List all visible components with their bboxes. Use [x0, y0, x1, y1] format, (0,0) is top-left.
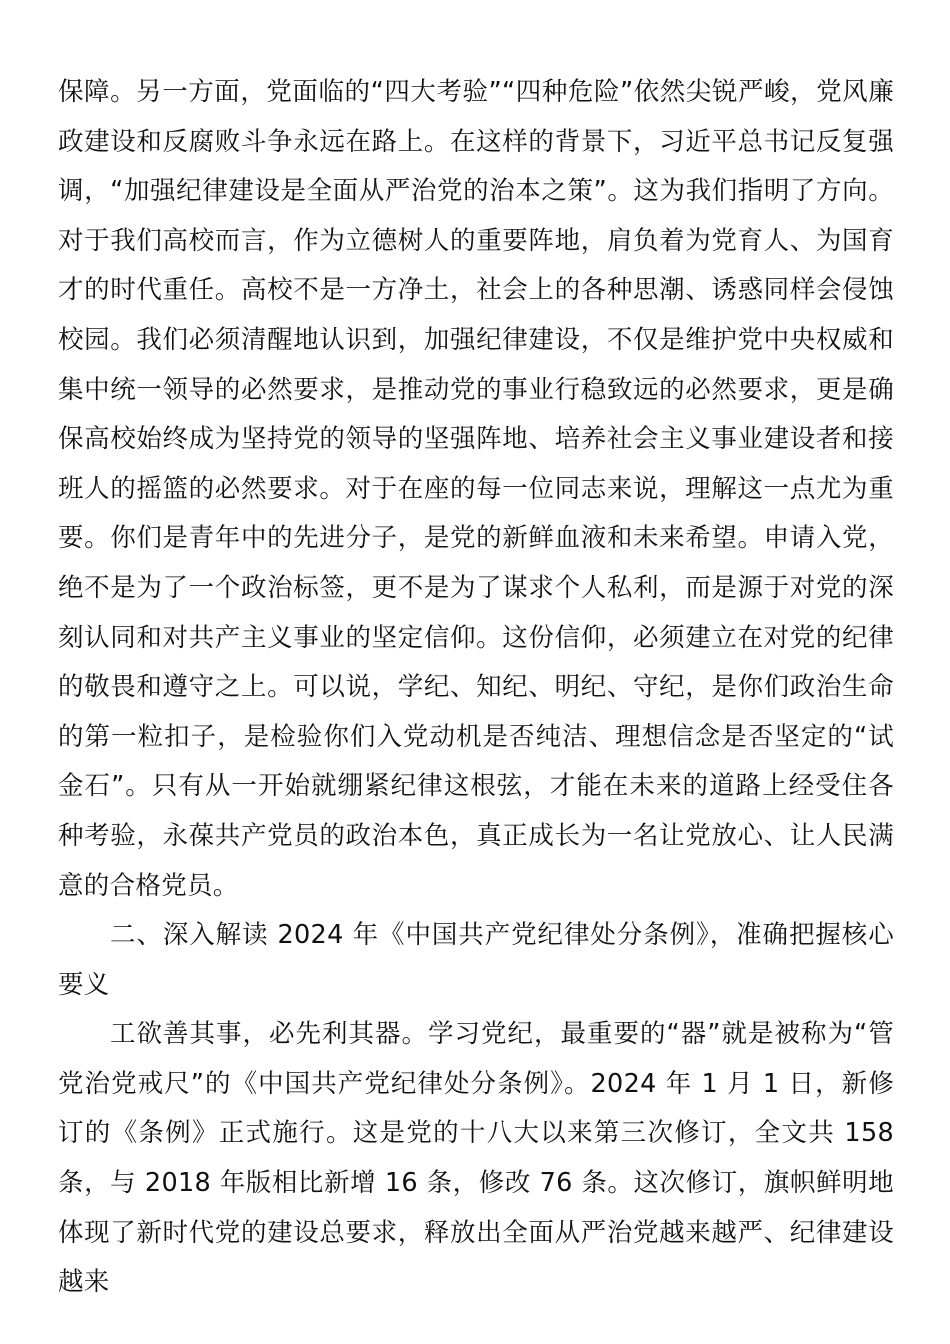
body-paragraph-section: 工欲善其事，必先利其器。学习党纪，最重要的“器”就是被称为“管党治党戒尺”的《中国共产党纪律处分条例》。2024 年 1 月 1 日，新修订的《条例》正式施行。这是党的十八大以来第三次修订，全文共 158 条，与 2018 年版相比新增 16 条，修改 76 条。这次修订，旗帜鲜明地体现了新时代党的建设总要求，释放出全面从严治党越来越严、纪律建设越来: [58, 1019, 894, 1298]
section-heading: 二、深入解读 2024 年《中国共产党纪律处分条例》，准确把握核心要义: [58, 920, 894, 1000]
body-paragraph-continuation: 保障。另一方面，党面临的“四大考验”“四种危险”依然尖锐严峻，党风廉政建设和反腐败斗争永远在路上。在这样的背景下，习近平总书记反复强调，“加强纪律建设是全面从严治党的治本之策”。这为我们指明了方向。对于我们高校而言，作为立德树人的重要阵地，肩负着为党育人、为国育才的时代重任。高校不是一方净土，社会上的各种思潮、诱惑同样会侵蚀校园。我们必须清醒地认识到，加强纪律建设，不仅是维护党中央权威和集中统一领导的必然要求，是推动党的事业行稳致远的必然要求，更是确保高校始终成为坚持党的领导的坚强阵地、培养社会主义事业建设者和接班人的摇篮的必然要求。对于在座的每一位同志来说，理解这一点尤为重要。你们是青年中的先进分子，是党的新鲜血液和未来希望。申请入党，绝不是为了一个政治标签，更不是为了谋求个人私利，而是源于对党的深刻认同和对共产主义事业的坚定信仰。这份信仰，必须建立在对党的纪律的敬畏和遵守之上。可以说，学纪、知纪、明纪、守纪，是你们政治生命的第一粒扣子，是检验你们入党动机是否纯洁、理想信念是否坚定的“试金石”。只有从一开始就绷紧纪律这根弦，才能在未来的道路上经受住各种考验，永葆共产党员的政治本色，真正成长为一名让党放心、让人民满意的合格党员。: [58, 77, 894, 901]
document-page: [58, 68, 894, 1308]
